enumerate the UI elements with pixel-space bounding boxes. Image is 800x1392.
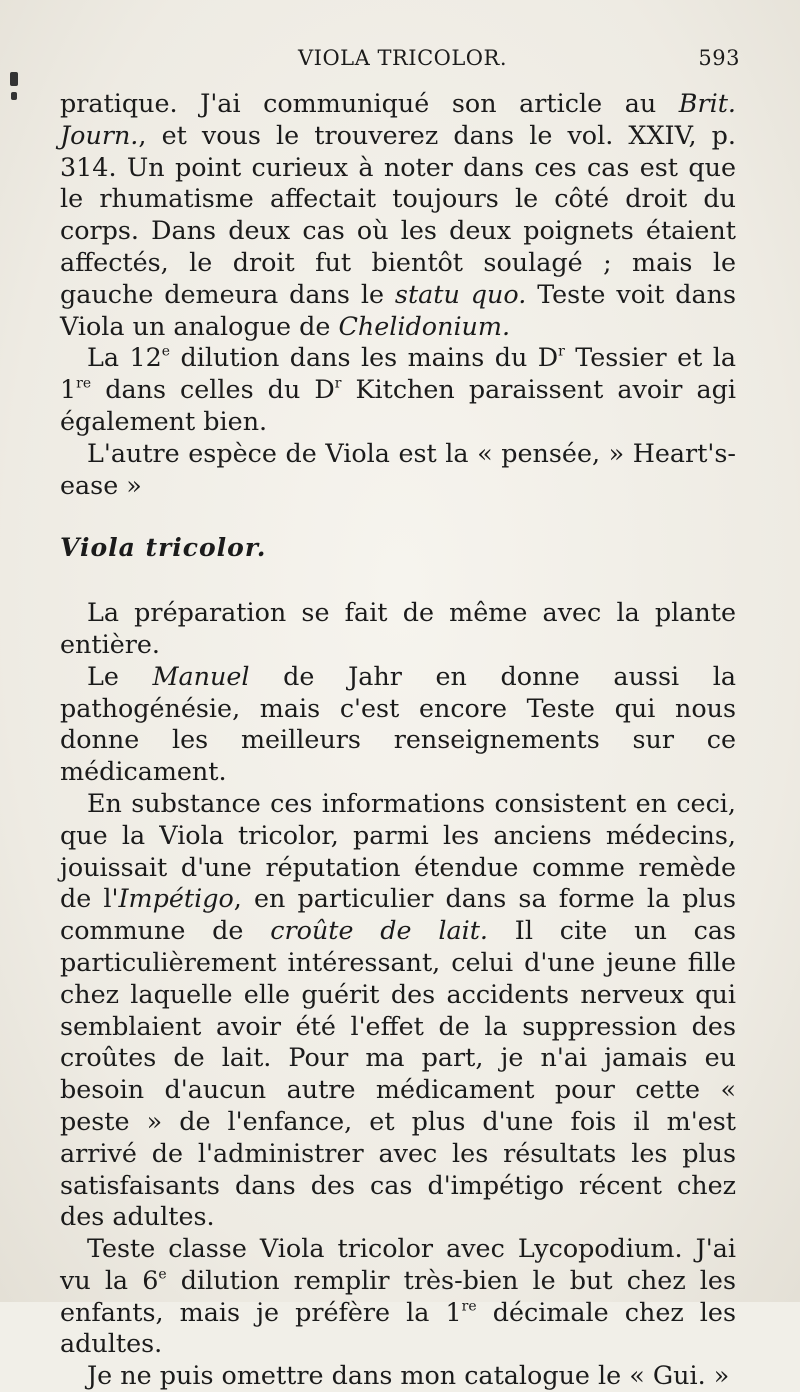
page-number: 593 (698, 46, 740, 70)
text-run: , en particulier dans sa forme la plus commune de (60, 883, 736, 946)
italic-text: Impétigo (118, 883, 234, 914)
superscript: re (461, 1298, 477, 1315)
running-title: VIOLA TRICOLOR. (298, 46, 508, 70)
italic-text: Chelidonium. (338, 310, 511, 341)
paragraph: Je ne puis omettre dans mon catalogue le « Gui. » (87, 1360, 730, 1391)
italic-text: Manuel (152, 660, 250, 691)
paragraph (60, 788, 736, 1233)
paragraph (60, 661, 736, 788)
margin-mark (11, 92, 17, 100)
text-run: dilution dans les mains du D (170, 342, 559, 373)
section-heading: Viola tricolor. (60, 533, 267, 563)
text-run: pratique. J'ai communiqué son article au (60, 88, 679, 118)
italic-text: Brit. Journ. (60, 88, 736, 150)
superscript: re (76, 375, 92, 392)
margin-mark (10, 72, 18, 86)
page-header (0, 44, 800, 74)
text-run: Teste classe Viola tricolor avec Lycopodium. J'ai vu la 6 (60, 1233, 736, 1295)
text-run: Le (87, 660, 153, 691)
superscript: e (158, 1266, 167, 1283)
italic-text: croûte de lait. (270, 915, 489, 946)
text-run: dans celles du D (91, 374, 335, 405)
text-run: décimale chez les adultes. (60, 1296, 736, 1359)
text-run: Kitchen paraissent avoir agi également bien. (60, 374, 736, 436)
text-run: Il cite un cas particulièrement intéressant, celui d'une jeune fille chez laquelle elle guérit des accidents nerveux qui semblaient avoir été l'effet de la suppression des croûtes de lait. Pour ma part, je n'ai jamais eu besoin d'aucun autre médicament pour cette « peste » de l'enfance, et plus d'une fois il m'est arrivé de l'administrer avec les résultats les plus satisfaisants dans des cas d'impétigo récent chez des adultes. (60, 915, 736, 1232)
body-text (60, 88, 736, 1392)
text-run: dilution remplir très-bien le but chez les enfants, mais je préfère la 1 (60, 1264, 736, 1327)
superscript: r (558, 343, 565, 360)
text-run: Tessier et la 1 (60, 342, 736, 405)
text-run: , et vous le trouverez dans le vol. XXIV, p. 314. Un point curieux à noter dans ces cas est que le rhumatisme affectait toujours le côté droit du corps. Dans deux cas où les deux poignets étaient affectés, le droit fut bientôt soulagé ; mais le gauche demeura dans le (60, 119, 736, 309)
paragraph (60, 88, 736, 342)
text-run: La 12 (87, 342, 162, 373)
paragraph: L'autre espèce de Viola est la « pensée, » Heart's-ease » (60, 437, 736, 500)
paragraph (60, 342, 736, 437)
text-run: Teste voit dans Viola un analogue de (60, 278, 736, 341)
superscript: r (334, 375, 342, 392)
paragraph (60, 1233, 736, 1360)
text-run: En substance ces informations consistent en ceci, que la Viola tricolor, parmi les anciens médecins, jouissait d'une réputation étendue comme remède de l' (60, 787, 736, 914)
superscript: e (161, 343, 171, 360)
italic-text: statu quo. (394, 278, 527, 309)
paragraph: La préparation se fait de même avec la plante entière. (60, 597, 736, 659)
text-run: de Jahr en donne aussi la pathogénésie, mais c'est encore Teste qui nous donne les meilleurs renseignements sur ce médicament. (60, 660, 736, 787)
